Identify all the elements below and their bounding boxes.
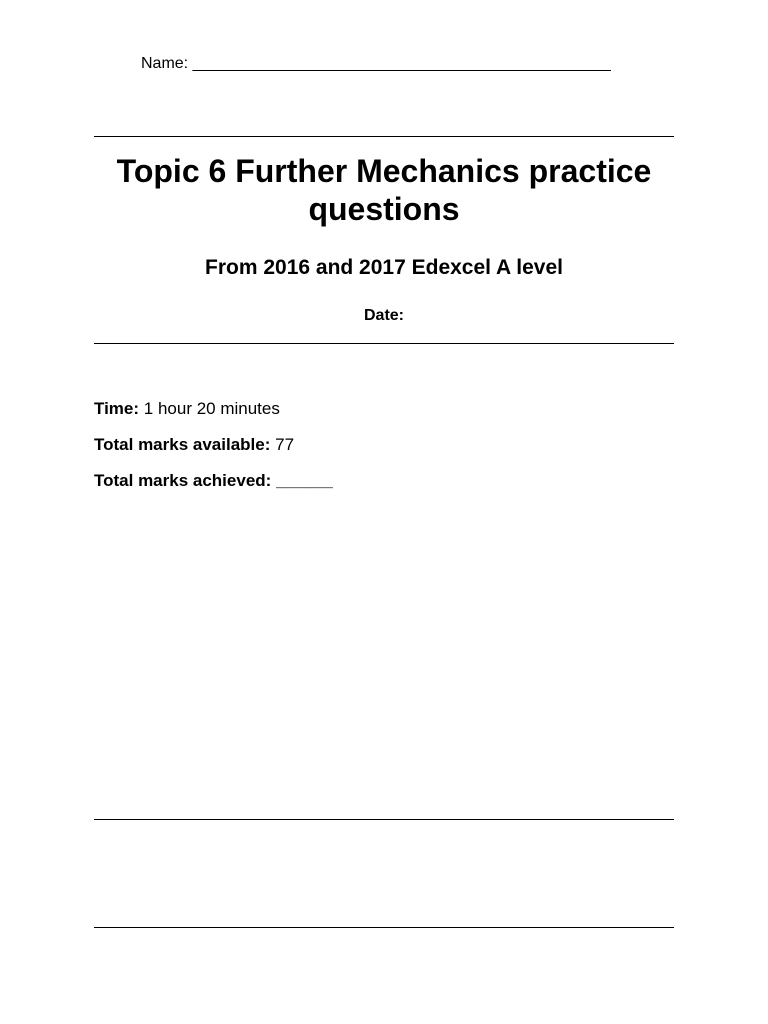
name-field <box>141 54 611 74</box>
name-blank: _______________________________________________ <box>192 55 611 72</box>
marks-available-value: 77 <box>275 435 295 454</box>
time-info <box>94 398 280 420</box>
time-value: 1 hour 20 minutes <box>143 399 280 418</box>
lower-divider-2 <box>94 927 674 928</box>
marks-achieved-label: Total marks achieved: <box>94 471 272 490</box>
marks-achieved-info <box>94 470 333 492</box>
marks-available-label: Total marks available: <box>94 435 271 454</box>
lower-divider-1 <box>94 819 674 820</box>
marks-achieved-blank: ______ <box>276 471 333 490</box>
name-label: Name: <box>141 55 189 72</box>
time-label: Time: <box>94 399 140 418</box>
page-subtitle: From 2016 and 2017 Edexcel A level <box>205 256 563 279</box>
page-title: Topic 6 Further Mechanics practice questions <box>116 153 652 227</box>
header-bottom-divider <box>94 343 674 344</box>
date-label: Date: <box>363 307 404 324</box>
top-divider <box>94 136 674 137</box>
marks-available-info <box>94 434 294 456</box>
